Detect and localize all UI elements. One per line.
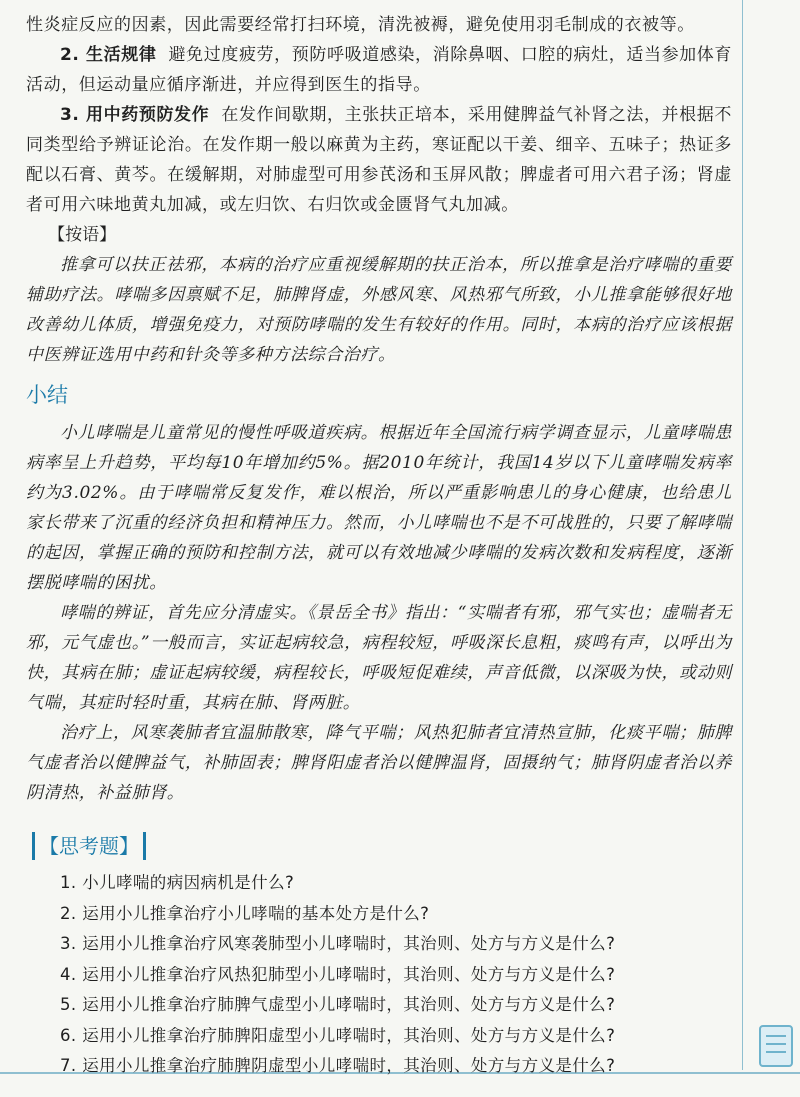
list-item: 1. 小儿哮喘的病因病机是什么? — [60, 873, 295, 892]
item-3-paragraph — [26, 100, 732, 220]
book-icon — [756, 1022, 796, 1070]
note-paragraph: 推拿可以扶正祛邪，本病的治疗应重视缓解期的扶正治本，所以推拿是治疗哮喘的重要辅助疗法。哮喘多因禀赋不足，肺脾肾虚，外感风寒、风热邪气所致，小儿推拿能够很好地改善幼儿体质，增强免疫力，对预防哮喘的发生有较好的作用。同时，本病的治疗应该根据中医辨证选用中药和针灸等多种方法综合治疗。 — [26, 255, 732, 365]
questions-list — [26, 868, 732, 1082]
item-3-heading: 3. 用中药预防发作 — [60, 105, 210, 125]
list-item: 3. 运用小儿推拿治疗风寒袭肺型小儿哮喘时，其治则、处方与方义是什么? — [60, 934, 616, 953]
margin-rule — [742, 0, 743, 1070]
main-content — [26, 10, 732, 1082]
item-2-paragraph — [26, 40, 732, 100]
list-item: 6. 运用小儿推拿治疗肺脾阳虚型小儿哮喘时，其治则、处方与方义是什么? — [60, 1025, 616, 1045]
note-title: 【按语】 — [48, 225, 117, 245]
questions-title: 【思考题】 — [32, 832, 146, 860]
summary-paragraph-2: 哮喘的辨证，首先应分清虚实。《景岳全书》指出：“实喘者有邪，邪气实也；虚喘者无邪，元气虚也。”一般而言，实证起病较急，病程较短，呼吸深长息粗，痰鸣有声，以呼出为快，其病在肺；虚证起病较缓，病程较长，呼吸短促难续，声音低微，以深吸为快，或动则气喘，其症时轻时重，其病在肺、肾两脏。 — [26, 603, 732, 713]
item-2-heading: 2. 生活规律 — [60, 45, 157, 65]
summary-paragraph-3: 治疗上，风寒袭肺者宜温肺散寒，降气平喘；风热犯肺者宜清热宣肺，化痰平喘；肺脾气虚者治以健脾益气，补肺固表；脾肾阳虚者治以健脾温肾，固摄纳气；肺肾阴虚者治以养阴清热，补益肺肾。 — [26, 723, 732, 803]
list-item: 7. 运用小儿推拿治疗肺脾阴虚型小儿哮喘时，其治则、处方与方义是什么? — [60, 1056, 616, 1075]
list-item: 5. 运用小儿推拿治疗肺脾气虚型小儿哮喘时，其治则、处方与方义是什么? — [60, 995, 616, 1014]
summary-title: 小结 — [26, 383, 68, 407]
list-item: 4. 运用小儿推拿治疗风热犯肺型小儿哮喘时，其治则、处方与方义是什么? — [60, 964, 616, 984]
summary-paragraph-1: 小儿哮喘是儿童常见的慢性呼吸道疾病。根据近年全国流行病学调查显示，儿童哮喘患病率呈上升趋势，平均每10年增加约5%。据2010年统计，我国14岁以下儿童哮喘发病率约为3.02%。由于哮喘常反复发作，难以根治，所以严重影响患儿的身心健康，也给患儿家长带来了沉重的经济负担和精神压力。然而，小儿哮喘也不是不可战胜的，只要了解哮喘的起因，掌握正确的预防和控制方法，就可以有效地减少哮喘的发病次数和发病程度，逐渐摆脱哮喘的困扰。 — [26, 423, 732, 593]
list-item: 2. 运用小儿推拿治疗小儿哮喘的基本处方是什么? — [60, 903, 430, 923]
item-2-text: 避免过度疲劳，预防呼吸道感染，消除鼻咽、口腔的病灶，适当参加体育活动，但运动量应循序渐进，并应得到医生的指导。 — [26, 45, 733, 95]
top-paragraph: 性炎症反应的因素，因此需要经常打扫环境，清洗被褥，避免使用羽毛制成的衣被等。 — [26, 15, 695, 35]
item-3-text: 在发作间歇期，主张扶正培本，采用健脾益气补肾之法，并根据不同类型给予辨证论治。在发作期一般以麻黄为主药，寒证配以干姜、细辛、五味子；热证多配以石膏、黄芩。在缓解期，对肺虚型可用参芪汤和玉屏风散；脾虚者可用六君子汤；肾虚者可用六味地黄丸加减，或左归饮、右归饮或金匮肾气丸加减。 — [26, 105, 732, 215]
